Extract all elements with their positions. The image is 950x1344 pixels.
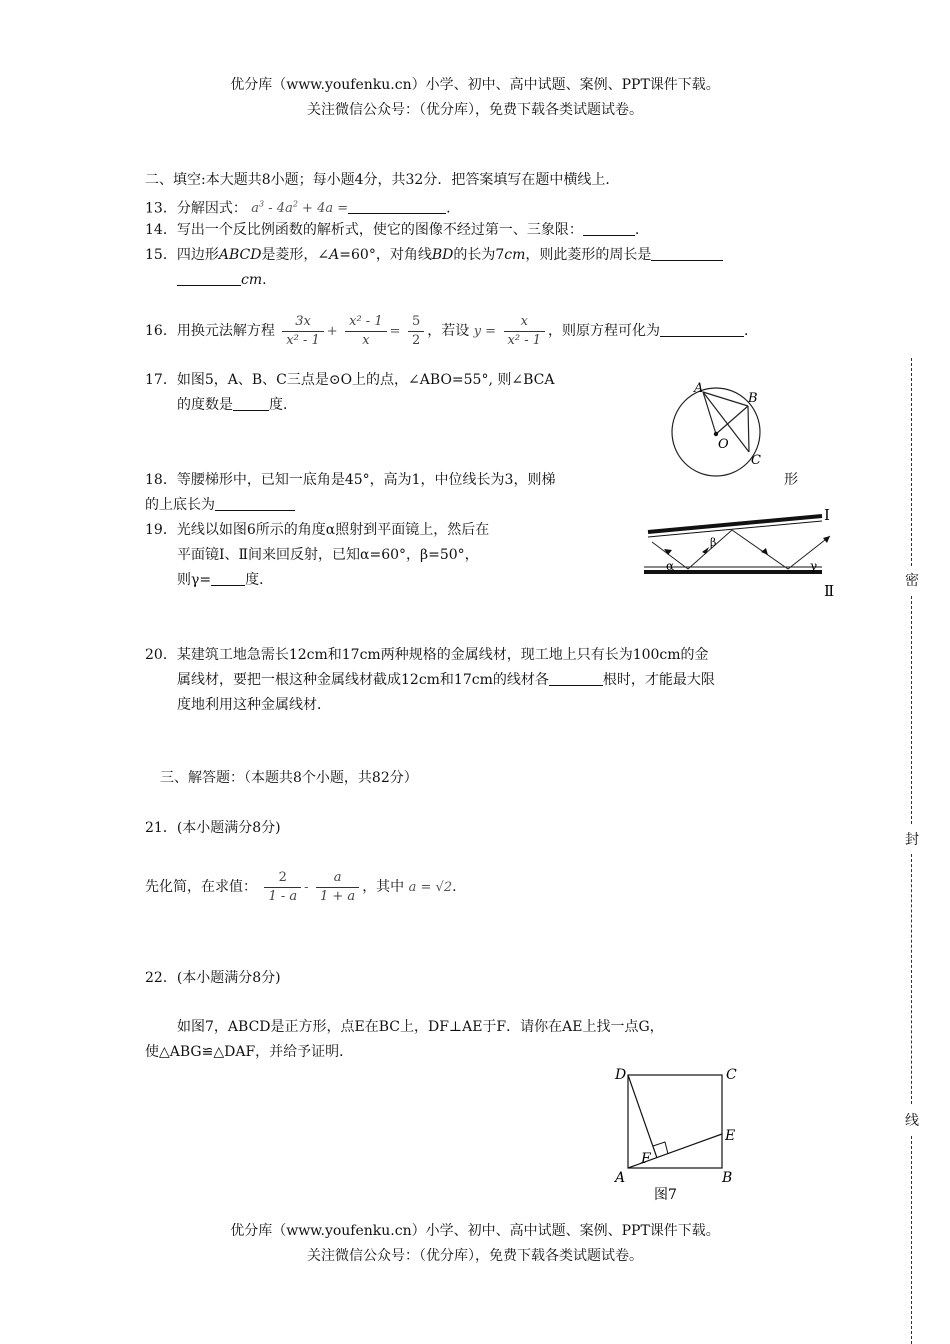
q17-number: 17． [145, 372, 177, 388]
q20-answer-blank[interactable] [549, 671, 603, 686]
q16-number: 16． [145, 323, 177, 339]
question-22-heading: 22．(本小题满分8分) [145, 970, 281, 986]
question-19: 19．光线以如图6所示的角度α照射到平面镜上，然后在 [145, 522, 490, 538]
fig7-label-e: E [725, 1128, 736, 1144]
fig5-center-dot [714, 432, 718, 436]
q14-number: 14． [145, 222, 177, 238]
figure-6-mirrors [640, 500, 840, 602]
fig5-radius-oa [703, 392, 716, 434]
fig6-label-alpha: α [666, 559, 675, 573]
q18-number: 18． [145, 472, 177, 488]
q16-fraction-4: $\frac{x}{\text{x² - 1}}$ [504, 313, 545, 350]
question-17 [145, 370, 554, 390]
footer-line-2: 关注微信公众号：（优分库），免费下载各类试题试卷。 [307, 1248, 643, 1264]
q13-number: 13． [145, 200, 177, 217]
fig7-label-d: D [615, 1067, 627, 1083]
fig5-label-a: A [694, 381, 704, 396]
fig7-label-f: F [641, 1151, 651, 1167]
section2-title: 二、填空:本大题共8小题；每小题4分，共32分．把答案填写在题中横线上． [145, 172, 620, 188]
question-15: 15．四边形ABCD是菱形，∠A=60°，对角线BD的长为7cm，则此菱形的周长是 [145, 245, 723, 265]
fig5-label-o: O [718, 437, 729, 452]
fig6-arrow-3 [761, 548, 768, 555]
question-20: 20．某建筑工地急需长12cm和17cm两种规格的金属线材，现工地上只有长为100cm的金 [145, 647, 709, 663]
fig6-label-mirror-1: Ⅰ [824, 506, 830, 524]
fig5-chord-ab [703, 392, 748, 406]
q15-answer-blank-1[interactable] [651, 246, 723, 261]
margin-dashed-line-1 [911, 358, 912, 566]
q16-answer-blank[interactable] [660, 322, 744, 337]
question-16: 16．用换元法解方程 $\frac{3x}{\text{x² - 1}}$ + $\frac{\text{x² - 1}}{x}$ = $\frac{5}{2}$ ，若设 y = $\frac{x}{\text{x² - 1}}$ ，则原方程可化为 . [145, 313, 749, 348]
fig6-label-mirror-2: Ⅱ [824, 582, 835, 600]
margin-char-feng: 封 [905, 832, 919, 848]
q18-answer-blank[interactable] [215, 496, 295, 511]
fig6-label-beta: β [710, 536, 717, 549]
figure-5-circle [660, 372, 770, 482]
q13-answer-blank[interactable] [348, 199, 446, 214]
fig7-segment-df [628, 1075, 657, 1158]
margin-char-xian: 线 [905, 1113, 919, 1129]
fig7-label-c: C [726, 1067, 737, 1083]
question-18: 18．等腰梯形中，已知一底角是45°，高为1，中位线长为3，则梯 [145, 472, 556, 488]
header-line-2: 关注微信公众号：（优分库），免费下载各类试题试卷。 [307, 102, 643, 118]
fig6-mirror-top [648, 516, 822, 532]
question-18-line-1-end: 形 [784, 472, 798, 488]
fig6-arrow-2 [702, 547, 709, 554]
question-21: 先化简，在求值： $\frac{2}{1 - a}$ - $\frac{a}{1 + a}$ ，其中 a = √2. [145, 869, 457, 904]
margin-dashed-line-2 [911, 596, 912, 824]
q17-answer-blank[interactable] [233, 396, 269, 411]
fig5-label-b: B [748, 391, 758, 406]
q16-fraction-3: $\frac{5}{2}$ [408, 313, 424, 350]
margin-dashed-line-4 [911, 1136, 912, 1344]
fig6-arrow-4 [823, 536, 830, 543]
q19-answer-blank[interactable] [211, 571, 245, 586]
figure-7-square [610, 1062, 750, 1202]
margin-char-mi: 密 [905, 573, 919, 589]
question-20-line-2: 属线材，要把一根这种金属线材截成12cm和17cm的线材各 根时，才能最大限 [177, 672, 715, 688]
question-22-line-1: 如图7，ABCD是正方形，点E在BC上，DF⊥AE于F．请你在AE上找一点G， [177, 1019, 664, 1035]
fig6-light-path [652, 530, 830, 569]
question-22-line-2: 使△ABG≌△DAF，并给予证明． [145, 1044, 354, 1060]
question-21-heading: 21．(本小题满分8分) [145, 820, 281, 836]
question-20-line-3: 度地利用这种金属线材． [177, 697, 331, 713]
q13-text: 分解因式： [176, 200, 247, 217]
fig6-label-gamma: γ [810, 559, 818, 573]
margin-dashed-line-3 [911, 854, 912, 1104]
q14-text: 写出一个反比例函数的解析式，使它的图像不经过第一、三象限： [176, 222, 583, 238]
question-18-line-2: 的上底长为 [145, 495, 295, 515]
fig7-label-a: A [615, 1170, 626, 1186]
q15-number: 15． [145, 247, 177, 263]
section3-title: 三、解答题：（本题共8个小题，共82分） [160, 770, 418, 786]
q21-fraction-1: $\frac{2}{1 - a}$ [264, 869, 301, 906]
question-17-line-2: 的度数是 度． [177, 397, 297, 413]
q20-number: 20． [145, 647, 177, 663]
fig5-chord-bc [748, 406, 749, 452]
q17-text: 如图5，A、B、C三点是⊙O上的点，∠ABO=55°, 则∠BCA [176, 372, 555, 388]
q15-answer-blank-2[interactable] [177, 271, 241, 286]
question-15-line-2: cm. [177, 270, 267, 290]
q16-fraction-1: $\frac{3x}{\text{x² - 1}}$ [282, 313, 323, 350]
q14-answer-blank[interactable] [583, 221, 635, 236]
q19-number: 19． [145, 522, 177, 538]
fig7-label-b: B [722, 1170, 733, 1186]
q16-fraction-2: $\frac{\text{x² - 1}}{x}$ [345, 313, 386, 350]
fig5-label-c: C [751, 453, 761, 468]
fig7-caption: 图7 [654, 1187, 677, 1202]
question-13: 13．分解因式： $a^3 - 4a^2 + 4a$ = . [145, 200, 451, 217]
question-14: 14．写出一个反比例函数的解析式，使它的图像不经过第一、三象限： . [145, 222, 640, 238]
q21-condition: a = √2 [408, 880, 453, 895]
header-line-1: 优分库（www.youfenku.cn）小学、初中、高中试题、案例、PPT课件下载。 [230, 77, 720, 93]
footer-line-1: 优分库（www.youfenku.cn）小学、初中、高中试题、案例、PPT课件下载。 [230, 1223, 720, 1239]
q13-expression: $a^3 - 4a^2 + 4a$ = [251, 200, 349, 217]
q21-fraction-2: $\frac{a}{1 + a}$ [316, 869, 359, 906]
question-19-line-2: 平面镜Ⅰ、Ⅱ间来回反射，已知α=60°，β=50°， [177, 547, 479, 563]
question-19-line-3: 则γ= 度． [177, 572, 274, 588]
